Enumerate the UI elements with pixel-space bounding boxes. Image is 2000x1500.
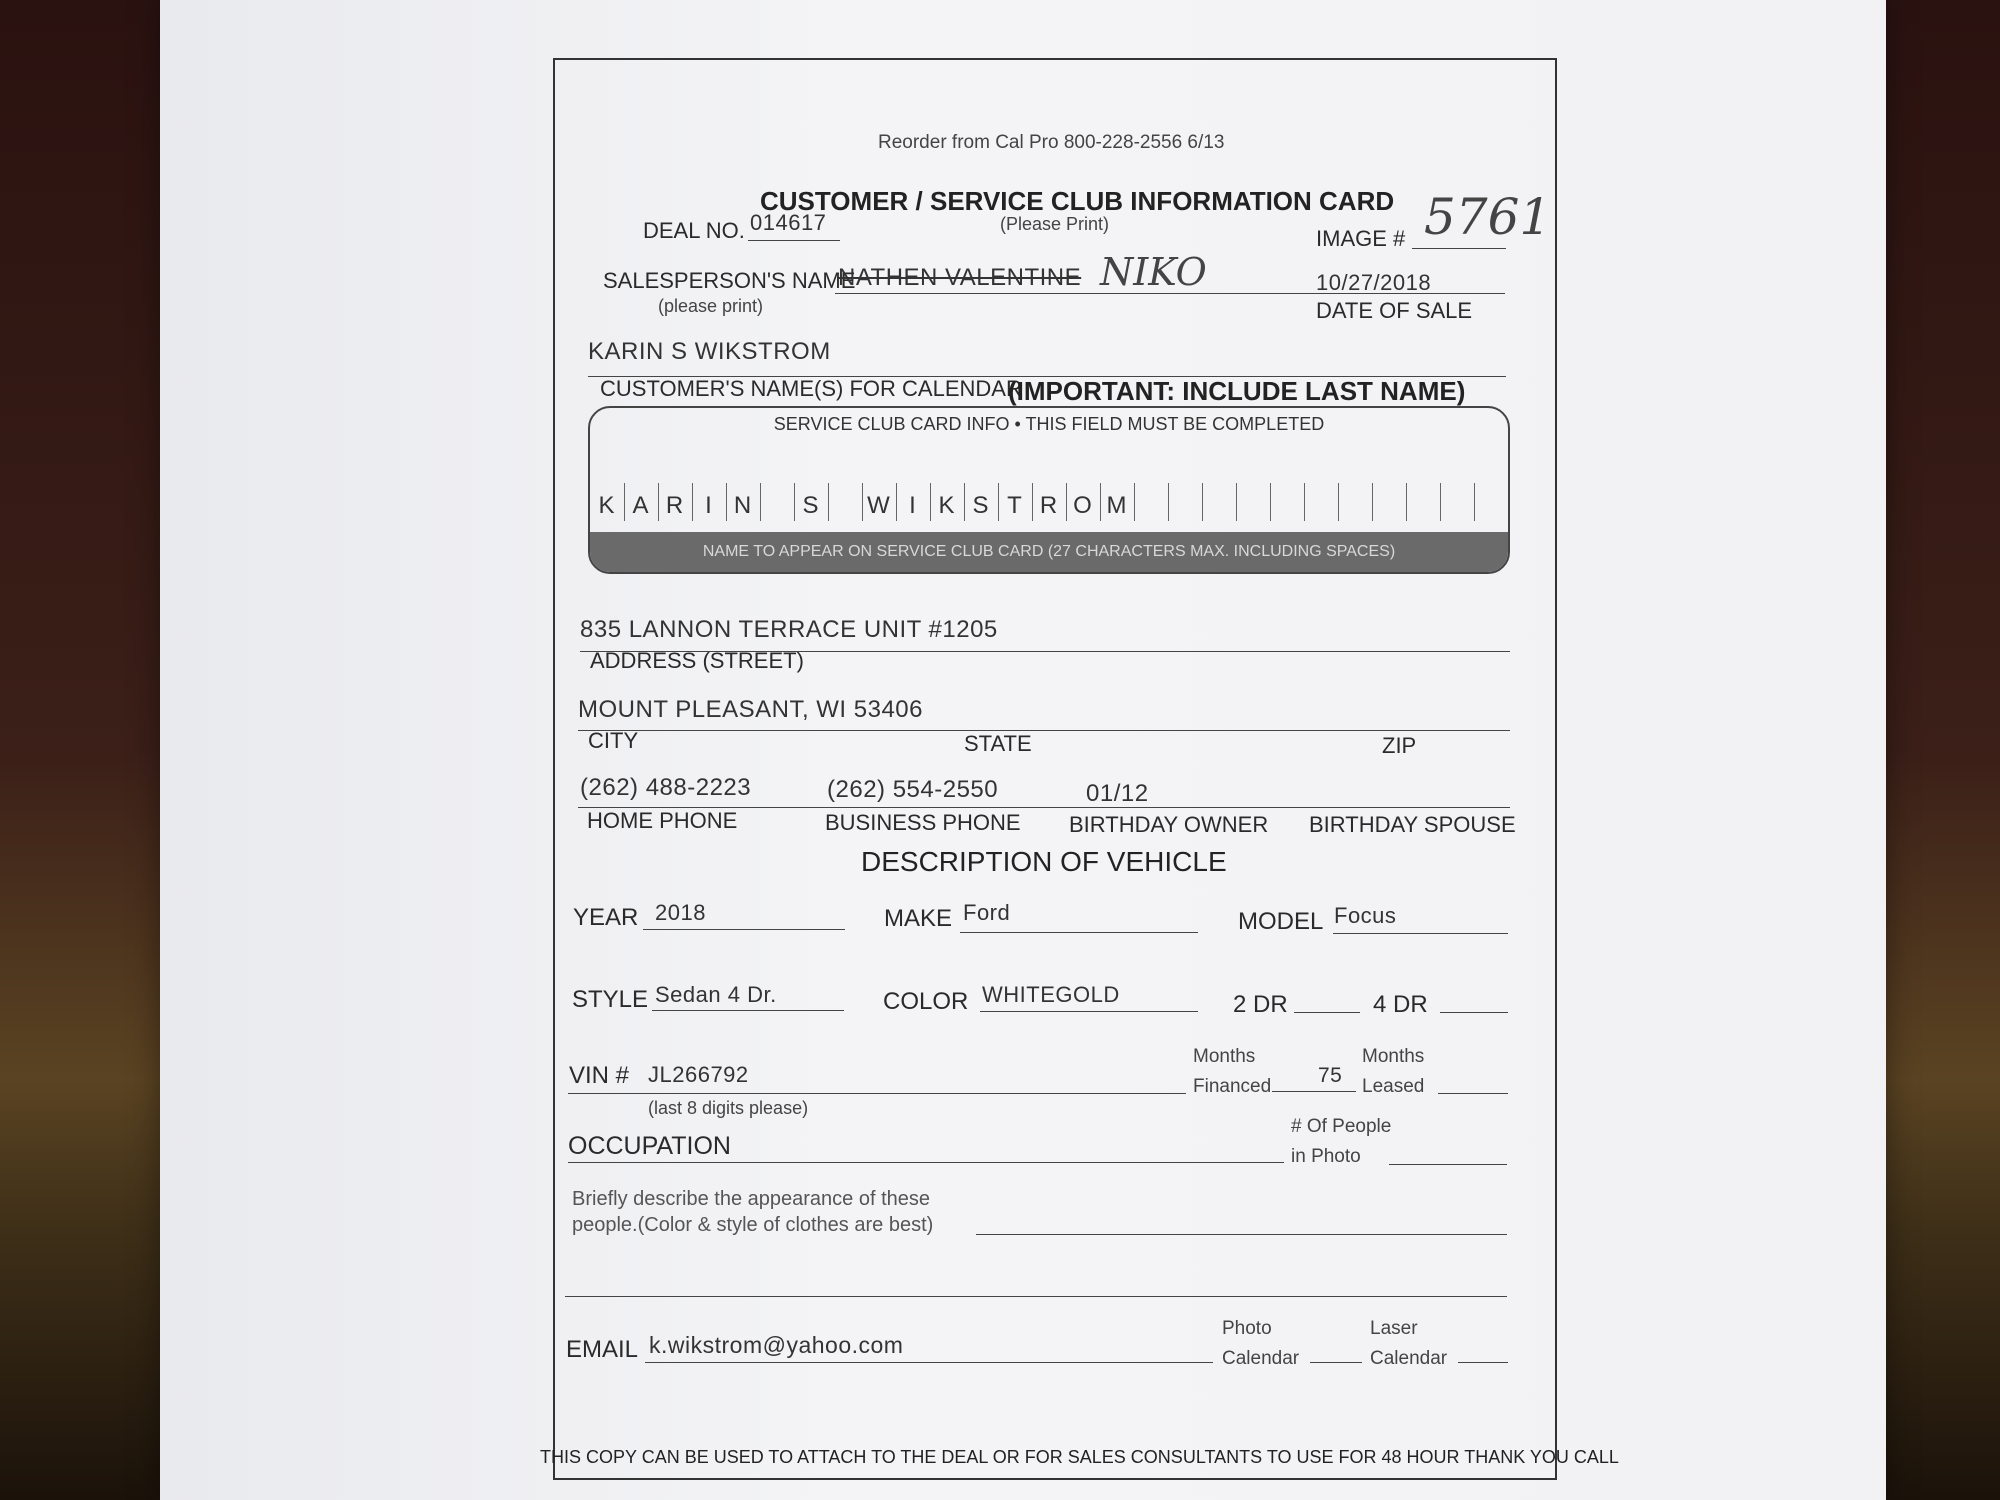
vin-line bbox=[568, 1093, 1186, 1094]
salesperson-sub-label: (please print) bbox=[658, 296, 764, 316]
describe-prompt-line-1: Briefly describe the appearance of these bbox=[572, 1188, 930, 1210]
deal-no-label: DEAL NO. bbox=[643, 218, 745, 243]
people-in-photo-line bbox=[1389, 1164, 1507, 1165]
make-line bbox=[960, 932, 1198, 933]
vin-sub-label: (last 8 digits please) bbox=[648, 1098, 809, 1118]
character-cell-divider bbox=[1100, 483, 1101, 521]
customer-name-label: CUSTOMER'S NAME(S) FOR CALENDAR bbox=[600, 376, 1022, 401]
two-door-line bbox=[1294, 1012, 1360, 1013]
months-financed-value[interactable]: 75 bbox=[1318, 1064, 1343, 1087]
describe-line-1 bbox=[976, 1234, 1507, 1235]
city-value[interactable]: MOUNT PLEASANT, WI 53406 bbox=[578, 696, 923, 723]
photo-calendar-label-2: Calendar bbox=[1222, 1348, 1300, 1369]
birthday-owner-label: BIRTHDAY OWNER bbox=[1069, 812, 1269, 837]
birthday-owner-value[interactable]: 01/12 bbox=[1086, 780, 1149, 807]
service-club-letter: N bbox=[733, 492, 753, 519]
occupation-line bbox=[568, 1162, 1284, 1163]
service-club-letter: K bbox=[938, 492, 956, 519]
service-club-letter: T bbox=[1007, 492, 1023, 519]
occupation-label: OCCUPATION bbox=[568, 1132, 731, 1160]
character-cell-divider bbox=[1338, 483, 1339, 521]
business-phone-label: BUSINESS PHONE bbox=[825, 810, 1021, 835]
photo-calendar-line bbox=[1310, 1362, 1362, 1363]
service-club-letter: I bbox=[909, 492, 917, 519]
service-club-letter: A bbox=[632, 492, 650, 519]
character-cell-divider bbox=[828, 483, 829, 521]
photo-calendar-label-1: Photo bbox=[1222, 1318, 1272, 1339]
two-door-label: 2 DR bbox=[1233, 991, 1288, 1018]
email-value[interactable]: k.wikstrom@yahoo.com bbox=[649, 1332, 904, 1358]
service-club-letter: M bbox=[1106, 492, 1128, 519]
vehicle-section-title: DESCRIPTION OF VEHICLE bbox=[861, 846, 1227, 877]
character-cell-divider bbox=[1066, 483, 1067, 521]
city-line bbox=[578, 730, 1510, 731]
style-label: STYLE bbox=[572, 986, 649, 1013]
character-cell-divider bbox=[1236, 483, 1237, 521]
service-club-letter: S bbox=[972, 492, 990, 519]
character-cell-divider bbox=[658, 483, 659, 521]
character-cell-divider bbox=[1134, 483, 1135, 521]
color-value[interactable]: WHITEGOLD bbox=[982, 982, 1120, 1007]
service-club-letter: K bbox=[598, 492, 616, 519]
character-cell-divider bbox=[1270, 483, 1271, 521]
business-phone-value[interactable]: (262) 554-2550 bbox=[827, 776, 999, 803]
character-cell-divider bbox=[760, 483, 761, 521]
deal-no-line bbox=[748, 240, 840, 241]
character-cell-divider bbox=[1372, 483, 1373, 521]
form-title: CUSTOMER / SERVICE CLUB INFORMATION CARD bbox=[760, 186, 1395, 216]
four-door-label: 4 DR bbox=[1373, 991, 1428, 1018]
service-club-title: SERVICE CLUB CARD INFO • THIS FIELD MUST BE COMPLETED bbox=[773, 414, 1325, 434]
reorder-info: Reorder from Cal Pro 800-228-2556 6/13 bbox=[878, 132, 1225, 153]
laser-calendar-label-1: Laser bbox=[1370, 1318, 1418, 1339]
salesperson-label: SALESPERSON'S NAME bbox=[603, 268, 856, 293]
date-of-sale-label: DATE OF SALE bbox=[1316, 298, 1473, 323]
character-cell-divider bbox=[1168, 483, 1169, 521]
address-value[interactable]: 835 LANNON TERRACE UNIT #1205 bbox=[580, 616, 998, 643]
service-club-letter: W bbox=[867, 492, 891, 519]
please-print-note: (Please Print) bbox=[1000, 214, 1110, 234]
vin-value[interactable]: JL266792 bbox=[648, 1062, 749, 1087]
vin-label: VIN # bbox=[569, 1062, 630, 1089]
birthday-spouse-label: BIRTHDAY SPOUSE bbox=[1309, 812, 1516, 837]
image-no-label: IMAGE # bbox=[1316, 226, 1406, 251]
character-cell-divider bbox=[794, 483, 795, 521]
describe-line-2 bbox=[565, 1296, 1507, 1297]
service-club-letter: I bbox=[705, 492, 713, 519]
footer-note: THIS COPY CAN BE USED TO ATTACH TO THE DEAL OR FOR SALES CONSULTANTS TO USE FOR 48 HOUR THANK YOU CALL bbox=[540, 1447, 1619, 1467]
months-leased-label-2: Leased bbox=[1362, 1076, 1425, 1097]
salesperson-struck-name: NATHEN VALENTINE bbox=[838, 264, 1082, 291]
laser-calendar-line bbox=[1458, 1362, 1508, 1363]
character-cell-divider bbox=[1474, 483, 1475, 521]
service-club-letter: R bbox=[1039, 492, 1059, 519]
salesperson-handwritten-name[interactable]: NIKO bbox=[1100, 250, 1207, 294]
service-club-letter: R bbox=[665, 492, 685, 519]
character-cell-divider bbox=[964, 483, 965, 521]
service-club-box bbox=[588, 406, 1510, 574]
city-label: CITY bbox=[588, 728, 639, 753]
make-label: MAKE bbox=[884, 905, 953, 932]
character-cell-divider bbox=[1406, 483, 1407, 521]
character-cell-divider bbox=[1304, 483, 1305, 521]
image-no-value[interactable]: 5761 bbox=[1424, 188, 1552, 246]
color-line bbox=[980, 1011, 1198, 1012]
model-label: MODEL bbox=[1238, 908, 1324, 935]
character-cell-divider bbox=[930, 483, 931, 521]
image-no-line bbox=[1412, 248, 1506, 249]
character-cell-divider bbox=[1032, 483, 1033, 521]
describe-prompt-line-2: people.(Color & style of clothes are best) bbox=[572, 1214, 934, 1236]
people-in-photo-label-2: in Photo bbox=[1291, 1146, 1361, 1167]
make-value[interactable]: Ford bbox=[963, 900, 1011, 925]
style-line bbox=[652, 1010, 844, 1011]
color-label: COLOR bbox=[883, 988, 969, 1015]
email-line bbox=[645, 1362, 1213, 1363]
email-label: EMAIL bbox=[566, 1336, 639, 1363]
months-leased-line bbox=[1438, 1093, 1508, 1094]
service-club-band: NAME TO APPEAR ON SERVICE CLUB CARD (27 CHARACTERS MAX. INCLUDING SPACES) bbox=[590, 532, 1508, 572]
character-cell-divider bbox=[726, 483, 727, 521]
year-label: YEAR bbox=[573, 904, 639, 931]
date-of-sale-value[interactable]: 10/27/2018 bbox=[1316, 270, 1432, 295]
character-cell-divider bbox=[862, 483, 863, 521]
character-cell-divider bbox=[998, 483, 999, 521]
deal-no-value[interactable]: 014617 bbox=[750, 210, 827, 235]
character-cell-divider bbox=[624, 483, 625, 521]
home-phone-label: HOME PHONE bbox=[587, 808, 738, 833]
laser-calendar-label-2: Calendar bbox=[1370, 1348, 1448, 1369]
four-door-line bbox=[1440, 1012, 1508, 1013]
months-leased-label-1: Months bbox=[1362, 1046, 1425, 1067]
home-phone-value[interactable]: (262) 488-2223 bbox=[580, 774, 752, 801]
character-cell-divider bbox=[1202, 483, 1203, 521]
zip-label: ZIP bbox=[1382, 733, 1417, 758]
character-cell-divider bbox=[896, 483, 897, 521]
year-line bbox=[643, 929, 845, 930]
months-financed-line bbox=[1272, 1091, 1356, 1092]
customer-name-value[interactable]: KARIN S WIKSTROM bbox=[588, 338, 831, 365]
customer-important-note: (IMPORTANT: INCLUDE LAST NAME) bbox=[1008, 376, 1466, 406]
state-label: STATE bbox=[964, 731, 1032, 756]
style-value[interactable]: Sedan 4 Dr. bbox=[655, 982, 777, 1007]
months-financed-label-2: Financed bbox=[1193, 1076, 1272, 1097]
service-club-letter: O bbox=[1073, 492, 1093, 519]
year-value[interactable]: 2018 bbox=[655, 900, 706, 925]
months-financed-label-1: Months bbox=[1193, 1046, 1256, 1067]
model-value[interactable]: Focus bbox=[1334, 903, 1397, 928]
model-line bbox=[1333, 933, 1508, 934]
people-in-photo-label-1: # Of People bbox=[1291, 1116, 1392, 1137]
service-club-letter: S bbox=[802, 492, 820, 519]
character-cell-divider bbox=[692, 483, 693, 521]
address-label: ADDRESS (STREET) bbox=[590, 648, 804, 673]
character-cell-divider bbox=[1440, 483, 1441, 521]
